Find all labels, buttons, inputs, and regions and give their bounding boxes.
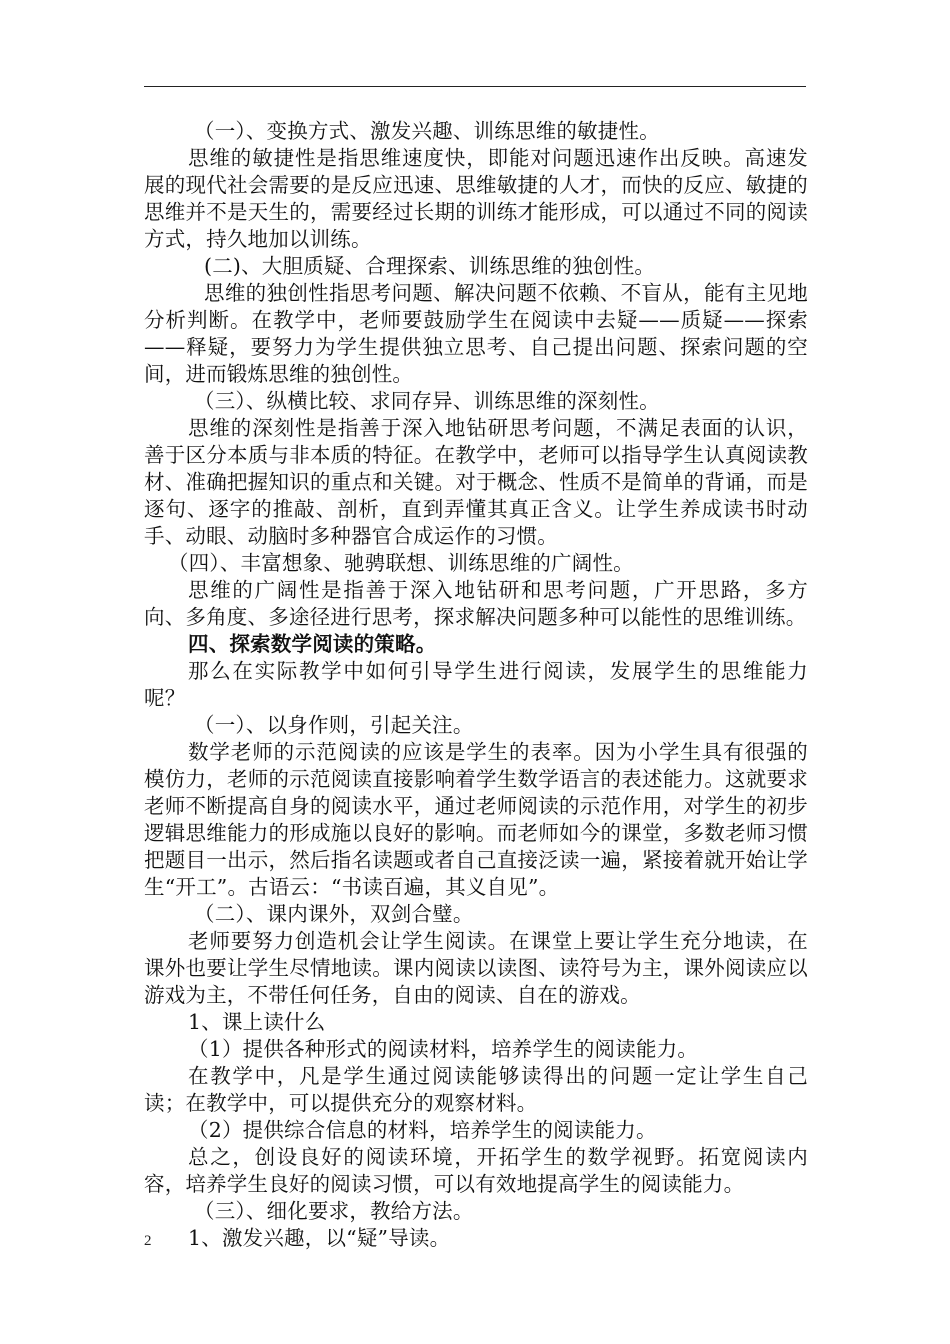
section-heading: （三）、纵横比较、求同存异、训练思维的深刻性。 [194,389,660,413]
section-heading: （四）、丰富想象、驰骋联想、训练思维的广阔性。 [168,551,634,575]
body-paragraph: 思维的广阔性是指善于深入地钻研和思考问题，广开思路，多方向、多角度、多途径进行思考，探求解决问题多种可以能性的思维训练。 [144,578,808,629]
list-item: （2）提供综合信息的材料，培养学生的阅读能力。 [188,1118,657,1142]
section-heading: （一）、以身作则，引起关注。 [194,713,474,737]
section-heading: （二）、课内课外，双剑合璧。 [194,902,474,926]
list-item: 1、课上读什么 [188,1010,326,1034]
page-number: 2 [144,1233,152,1249]
page-body [144,118,808,1252]
body-paragraph: 数学老师的示范阅读的应该是学生的表率。因为小学生具有很强的模仿力，老师的示范阅读直接影响着学生数学语言的表述能力。这就要求老师不断提高自身的阅读水平，通过老师阅读的示范作用，对学生的初步逻辑思维能力的形成施以良好的影响。而老师如今的课堂，多数老师习惯把题目一出示，然后指名读题或者自己直接泛读一遍，紧接着就开始让学生“开工”。古语云：“书读百遍，其义自见”。 [144,740,808,899]
chapter-heading: 四、探索数学阅读的策略。 [188,632,437,656]
section-heading: (二)、大胆质疑、合理探索、训练思维的独创性。 [204,254,656,278]
body-paragraph: 思维的深刻性是指善于深入地钻研思考问题，不满足表面的认识，善于区分本质与非本质的特征。在教学中，老师可以指导学生认真阅读教材、准确把握知识的重点和关键。对于概念、性质不是简单的背诵，而是逐句、逐字的推敲、剖析，直到弄懂其真正含义。让学生养成读书时动手、动眼、动脑时多种器官合成运作的习惯。 [144,416,808,548]
list-item: 1、激发兴趣，以“疑”导读。 [188,1226,451,1250]
body-paragraph: 老师要努力创造机会让学生阅读。在课堂上要让学生充分地读，在课外也要让学生尽情地读。课内阅读以读图、读符号为主，课外阅读应以游戏为主，不带任何任务，自由的阅读、自在的游戏。 [144,929,808,1007]
section-heading: （一）、变换方式、激发兴趣、训练思维的敏捷性。 [194,119,660,143]
header-rule [144,86,806,87]
body-paragraph: 思维的敏捷性是指思维速度快，即能对问题迅速作出反映。高速发展的现代社会需要的是反应迅速、思维敏捷的人才，而快的反应、敏捷的思维并不是天生的，需要经过长期的训练才能形成，可以通过不同的阅读方式，持久地加以训练。 [144,146,808,251]
section-heading: （三）、细化要求，教给方法。 [194,1199,474,1223]
body-paragraph: 那么在实际教学中如何引导学生进行阅读，发展学生的思维能力呢？ [144,659,808,710]
body-paragraph: 思维的独创性指思考问题、解决问题不依赖、不盲从，能有主见地分析判断。在教学中，老师要鼓励学生在阅读中去疑——质疑——探索——释疑，要努力为学生提供独立思考、自己提出问题、探索问题的空间，进而锻炼思维的独创性。 [144,281,808,386]
body-paragraph: 在教学中，凡是学生通过阅读能够读得出的问题一定让学生自己读；在教学中，可以提供充分的观察材料。 [144,1064,808,1115]
body-paragraph: 总之，创设良好的阅读环境，开拓学生的数学视野。拓宽阅读内容，培养学生良好的阅读习惯，可以有效地提高学生的阅读能力。 [144,1145,808,1196]
list-item: （1）提供各种形式的阅读材料，培养学生的阅读能力。 [188,1037,699,1061]
